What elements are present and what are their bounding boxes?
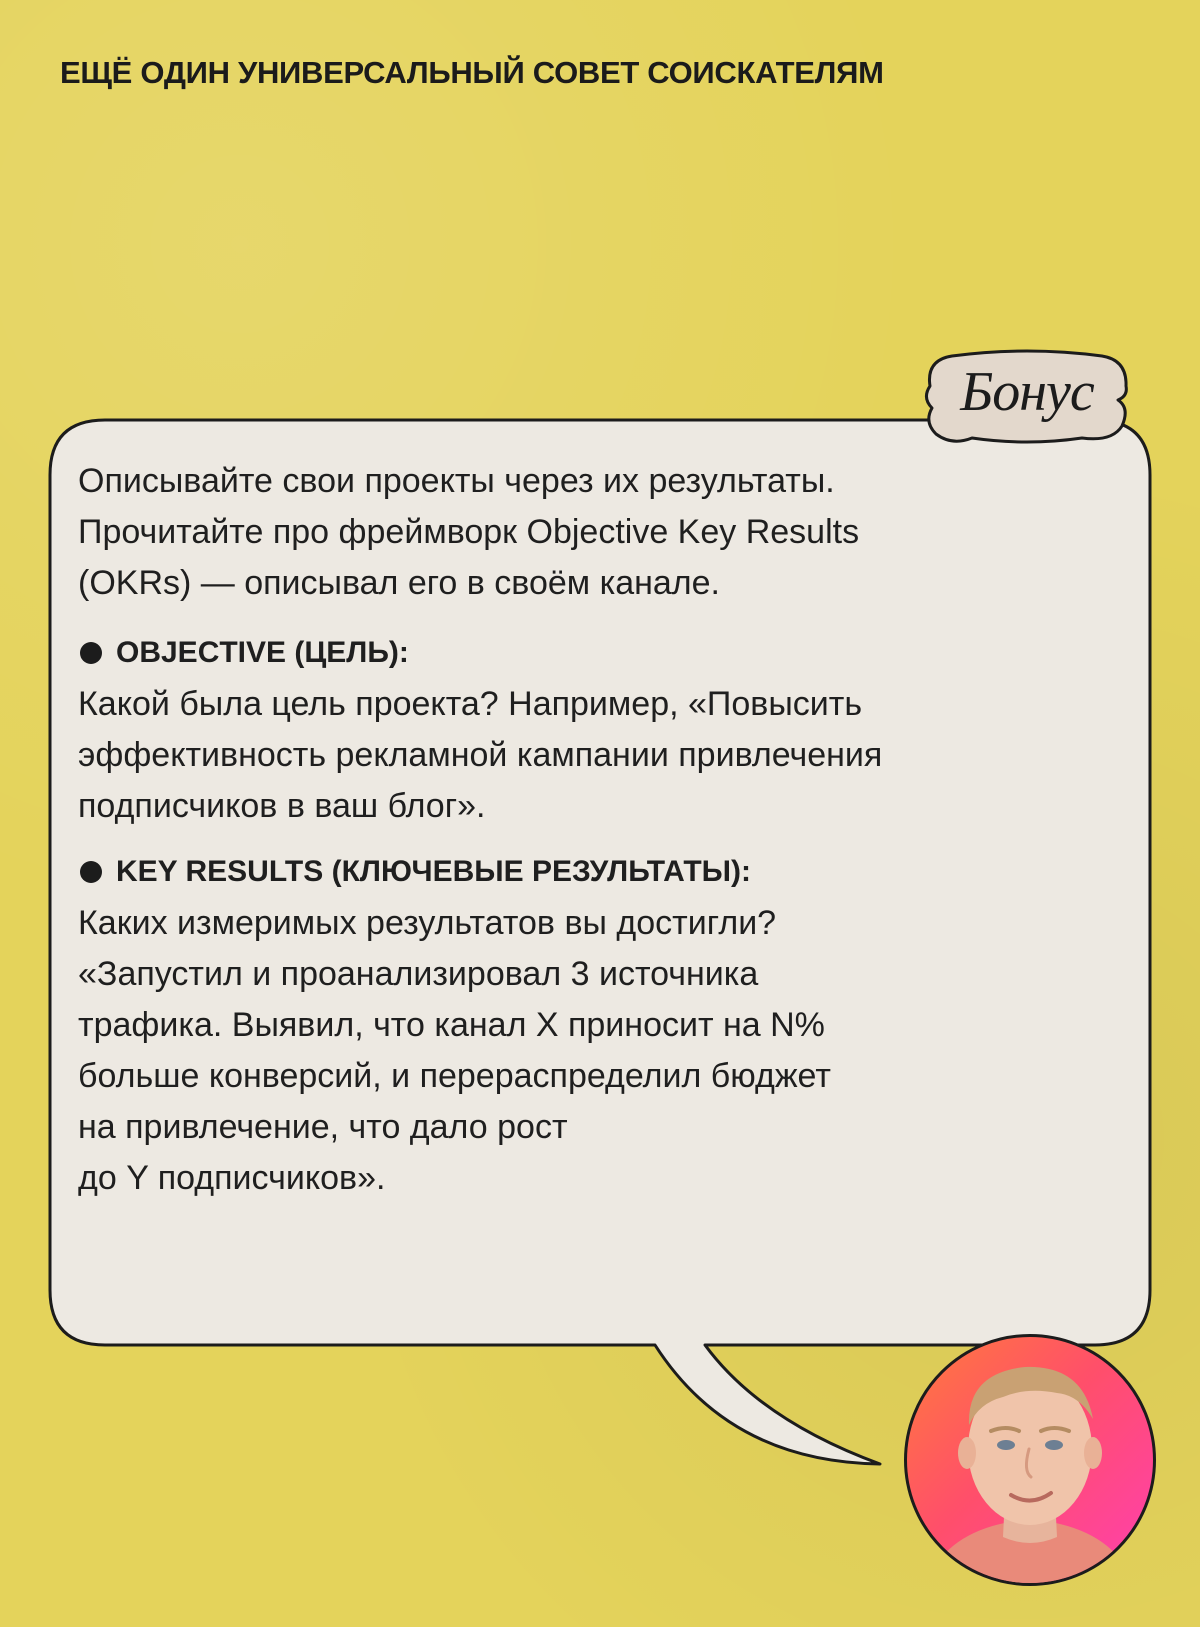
key-results-text [78,898,1118,1204]
objective-text [78,679,1118,832]
bullet-dot-icon [80,642,102,664]
key-results-line: Каких измеримых результатов вы достигли? [78,904,777,942]
key-results-heading-text: KEY RESULTS (КЛЮЧЕВЫЕ РЕЗУЛЬТАТЫ): [116,855,752,888]
intro-line: Описывайте свои проекты через их результаты. [78,462,835,500]
person-photo-icon [907,1337,1153,1583]
objective-line: эффективность рекламной кампании привлечения [78,736,883,774]
objective-line: Какой была цель проекта? Например, «Повысить [78,685,863,723]
page-title: ЕЩЁ ОДИН УНИВЕРСАЛЬНЫЙ СОВЕТ СОИСКАТЕЛЯМ [60,55,884,90]
key-results-line: больше конверсий, и перераспределил бюджет [78,1057,831,1095]
key-results-line: «Запустил и проанализировал 3 источника [78,955,759,993]
bonus-label: Бонус [960,361,1094,423]
key-results-line: до Y подписчиков». [78,1159,386,1197]
objective-section [78,629,1118,832]
objective-heading-text: OBJECTIVE (ЦЕЛЬ): [116,636,409,669]
key-results-line: на привлечение, что дало рост [78,1108,568,1146]
intro-paragraph [78,456,1118,609]
intro-line: (OKRs) — описывал его в своём канале. [78,564,720,602]
intro-line: Прочитайте про фреймворк Objective Key Results [78,513,860,551]
objective-line: подписчиков в ваш блог». [78,787,486,825]
bullet-dot-icon [80,861,102,883]
speech-bubble-content [78,456,1118,1204]
objective-heading [78,629,1118,677]
key-results-section [78,848,1118,1204]
key-results-line: трафика. Выявил, что канал X приносит на N% [78,1006,825,1044]
key-results-heading [78,848,1118,896]
avatar [904,1334,1156,1586]
